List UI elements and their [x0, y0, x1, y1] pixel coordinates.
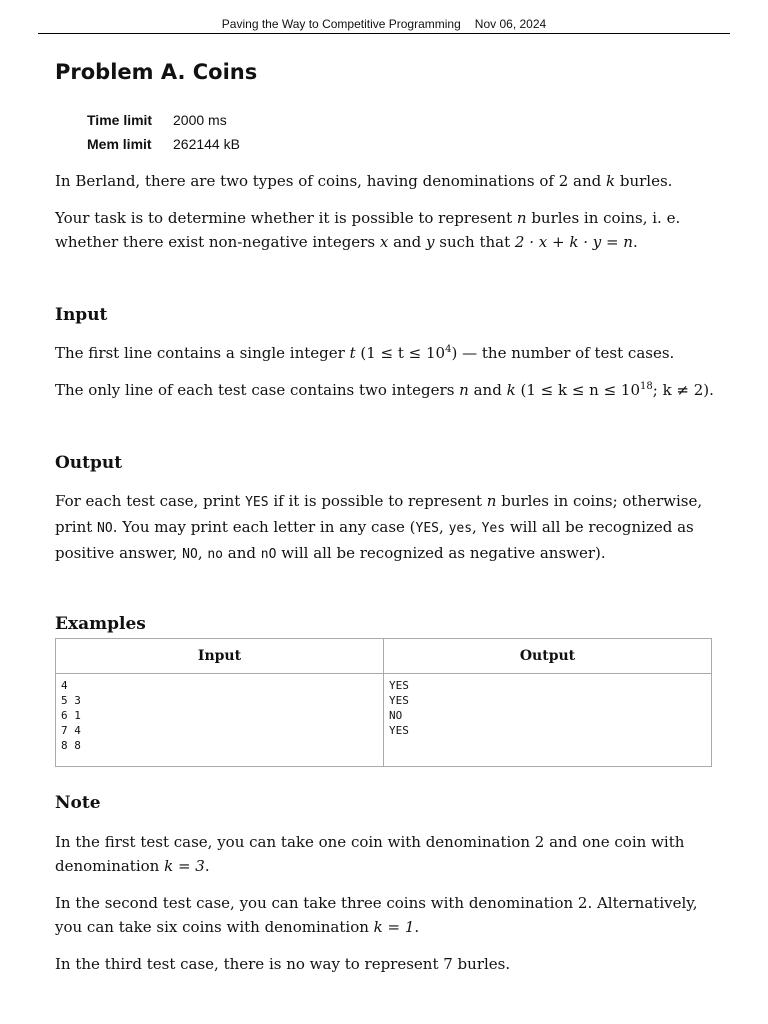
code-no: NO: [97, 521, 113, 536]
page-header: [38, 16, 730, 34]
code-yes: Yes: [481, 521, 506, 536]
math-k: k: [506, 381, 516, 399]
note-paragraph-1: [55, 830, 725, 878]
text: burles in coins; otherwise, print: [55, 492, 703, 536]
input-column-header: Input: [56, 639, 384, 674]
mem-limit-label: Mem limit: [87, 136, 152, 152]
examples-table: [55, 638, 712, 767]
text: In the first test case, you can take one coin with denomination 2 and one coin with denomination: [55, 833, 685, 875]
note-heading: Note: [55, 793, 101, 813]
input-paragraph-2: [55, 378, 725, 402]
statement-paragraph-1: [55, 169, 725, 193]
text: burles.: [615, 172, 673, 190]
output-paragraph: [55, 489, 725, 567]
text: and: [223, 544, 261, 562]
problem-title: Problem A. Coins: [55, 60, 258, 84]
note-paragraph-3: In the third test case, there is no way to represent 7 burles.: [55, 955, 511, 973]
text: Your task is to determine whether it is possible to represent: [55, 209, 517, 227]
text: such that: [434, 233, 515, 251]
example-input-cell[interactable]: [56, 674, 384, 767]
code-yes: YES: [415, 521, 440, 536]
text: .: [414, 918, 420, 936]
text: and: [468, 381, 507, 399]
table-row: [56, 674, 712, 767]
input-paragraph-1: [55, 341, 725, 365]
time-limit-value: 2000 ms: [173, 112, 227, 128]
text: and: [388, 233, 427, 251]
table-header-row: [56, 639, 712, 674]
text: The first line contains a single integer: [55, 344, 350, 362]
header-date: Nov 06, 2024: [474, 17, 547, 31]
limits-block: [87, 108, 240, 156]
math-formula: k = 1: [373, 918, 415, 936]
math-k: k: [606, 172, 616, 190]
math-formula: 2 · x + k · y = n: [514, 233, 633, 251]
output-column-header: Output: [384, 639, 712, 674]
math-range: (1 ≤ t ≤ 10: [360, 344, 446, 362]
text: .: [204, 857, 210, 875]
text: The only line of each test case contains two integers: [55, 381, 460, 399]
text: ,: [439, 518, 449, 536]
time-limit-label: Time limit: [87, 112, 153, 128]
text: In the second test case, you can take three coins with denomination 2. Alternatively, you can take six coins with denomination: [55, 894, 698, 936]
time-limit-row: [87, 108, 240, 132]
text: ,: [472, 518, 482, 536]
code-no: NO: [182, 547, 198, 562]
text: For each test case, print: [55, 492, 246, 510]
output-heading: Output: [55, 453, 123, 473]
code-yes: YES: [245, 495, 269, 510]
example-input-text: 4 5 3 6 1 7 4 8 8: [61, 679, 81, 752]
examples-heading: Examples: [55, 614, 146, 634]
mem-limit-row: [87, 132, 240, 156]
math-n: n: [459, 381, 469, 399]
text: ,: [197, 544, 208, 562]
math-n: n: [486, 492, 497, 510]
text: .: [632, 233, 638, 251]
math-t: t: [349, 344, 356, 362]
math-exponent: 18: [640, 381, 653, 392]
code-no: no: [207, 547, 224, 562]
example-output-cell[interactable]: [384, 674, 712, 767]
text: In Berland, there are two types of coins, having denominations of 2 and: [55, 172, 607, 190]
code-yes: yes: [448, 521, 473, 536]
math-formula: k = 3: [164, 857, 205, 875]
text: — the number of test cases.: [457, 344, 675, 362]
text: . You may print each letter in any case (: [112, 518, 416, 536]
math-x: x: [379, 233, 389, 251]
input-heading: Input: [55, 305, 108, 325]
code-no: nO: [260, 547, 277, 562]
course-name: Paving the Way to Competitive Programming: [221, 17, 461, 31]
math-rest: ; k ≠ 2): [652, 381, 710, 399]
math-range: (1 ≤ k ≤ n ≤ 10: [520, 381, 641, 399]
math-exponent: 4: [445, 344, 452, 355]
text: will all be recognized as negative answer).: [276, 544, 606, 562]
example-output-text: YES YES NO YES: [389, 679, 409, 737]
math-y: y: [426, 233, 435, 251]
text: .: [709, 381, 714, 399]
statement-paragraph-2: [55, 206, 725, 254]
text: will all be recognized as positive answer,: [55, 518, 694, 562]
math-close: ): [451, 344, 458, 362]
mem-limit-value: 262144 kB: [173, 136, 240, 152]
text: if it is possible to represent: [268, 492, 487, 510]
note-paragraph-2: [55, 891, 725, 939]
math-n: n: [516, 209, 527, 227]
text: burles in coins, i. e. whether there exist non-negative integers: [55, 209, 681, 251]
